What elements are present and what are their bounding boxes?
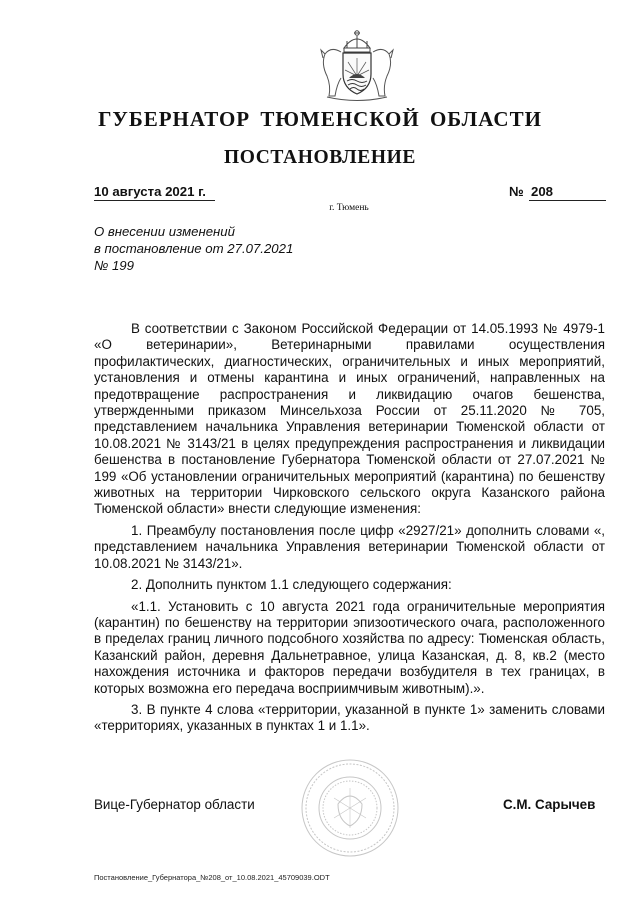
document-city: г. Тюмень [329, 203, 369, 213]
subject-line: в постановление от 27.07.2021 [94, 241, 294, 256]
subject-line: О внесении изменений [94, 224, 235, 239]
item-1-paragraph: 1. Преамбулу постановления после цифр «2927/21» дополнить словами «, представлением начальника Управления ветеринарии Тюменской области от 10.08.2021 № 3143/21». [94, 522, 605, 571]
governor-title: ГУБЕРНАТОР ТЮМЕНСКОЙ ОБЛАСТИ [98, 107, 542, 131]
number-sign: № [509, 184, 524, 199]
subject-line: № 199 [94, 258, 134, 273]
document-type-heading: ПОСТАНОВЛЕНИЕ [223, 147, 417, 168]
document-subject [94, 223, 354, 274]
tyumen-oblast-coat-of-arms-icon [311, 28, 403, 102]
document-body [94, 321, 605, 740]
signer-position: Вице-Губернатор области [94, 797, 255, 812]
document-date: 10 августа 2021 г. [94, 184, 215, 201]
document-number: 208 [529, 184, 606, 201]
official-seal-stamp-icon [300, 758, 400, 858]
signer-name: С.М. Сарычев [503, 797, 596, 812]
preamble-paragraph: В соответствии с Законом Российской Федерации от 14.05.1993 № 4979-1 «О ветеринарии», Ветеринарными правилами осуществления профилактических, диагностических, ограничительных и иных мероприятий, установления и отмены карантина и иных ограничений, направленных на предотвращение распространения и ликвидацию очагов бешенства, утвержденными приказом Минсельхоза России от 25.11.2020 № 705, представлением начальника Управления ветеринарии Тюменской области от 10.08.2021 № 3143/21 в целях предупреждения распространения и ликвидации бешенства в постановление Губернатора Тюменской области от 27.07.2021 № 199 «Об установлении ограничительных мероприятий (карантина) по бешенству животных на территории Чирковского сельского округа Казанского района Тюменской области» внести следующие изменения: [94, 321, 605, 517]
item-1-1-paragraph: «1.1. Установить с 10 августа 2021 года ограничительные мероприятия (карантин) по бешенству на территории эпизоотического очага, расположенного в пределах границ личного подсобного хозяйства по адресу: Тюменская область, Казанский район, деревня Дальнетравное, улица Казанская, д. 8, кв.2 (место нахождения источника и факторов передачи возбудителя в тех границах, в которых возможна его передача восприимчивым животным).». [94, 598, 605, 696]
footer-filename: Постановление_Губернатора_№208_от_10.08.2021_45709039.ODT [94, 873, 330, 882]
item-3-paragraph: 3. В пункте 4 слова «территории, указанной в пункте 1» заменить словами «территориях, указанных в пунктах 1 и 1.1». [94, 701, 605, 734]
item-2-paragraph: 2. Дополнить пунктом 1.1 следующего содержания: [131, 577, 452, 593]
